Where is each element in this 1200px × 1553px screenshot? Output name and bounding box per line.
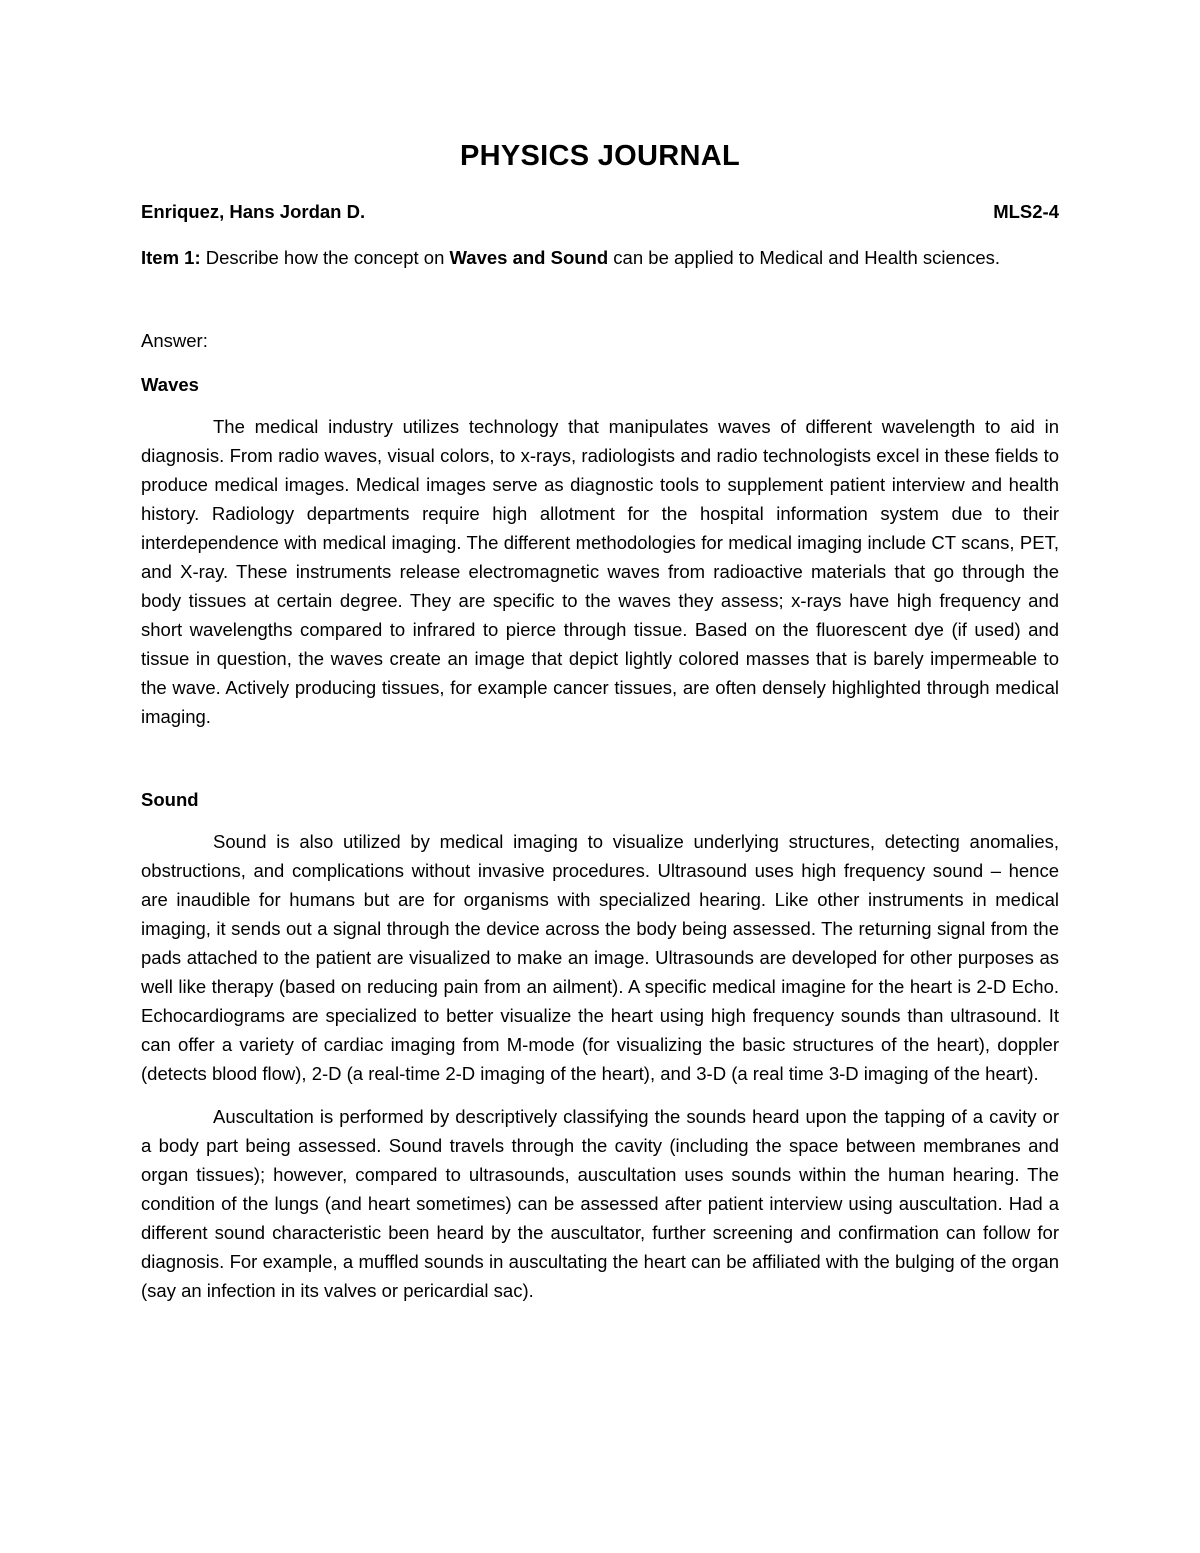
item-text-after: can be applied to Medical and Health sciences. [608,247,1000,268]
waves-section [141,374,1059,731]
document-page [141,140,1059,1305]
waves-heading: Waves [141,374,199,395]
sound-section [141,789,1059,1305]
item-emphasis: Waves and Sound [449,247,609,268]
section-code: MLS2-4 [993,201,1059,222]
item-text-before: Describe how the concept on [200,247,450,268]
author-name: Enriquez, Hans Jordan D. [141,201,366,222]
document-title: PHYSICS JOURNAL [459,140,741,172]
sound-paragraph-ultrasound: Sound is also utilized by medical imaging to visualize underlying structures, detecting anomalies, obstructions, and complications without invasive procedures. Ultrasound uses high frequency sound – hence are inaudible for humans but are for organisms with specialized hearing. Like other instruments in medical imaging, it sends out a signal through the device across the body being assessed. The returning signal from the pads attached to the patient are visualized to make an image. Ultrasounds are developed for other purposes as well like therapy (based on reducing pain from an ailment). A specific medical imagine for the heart is 2-D Echo. Echocardiograms are specialized to better visualize the heart using high frequency sounds than ultrasound. It can offer a variety of cardiac imaging from M-mode (for visualizing the basic structures of the heart), doppler (detects blood flow), 2-D (a real-time 2-D imaging of the heart), and 3-D (a real time 3-D imaging of the heart). [141,831,1059,1084]
answer-label: Answer: [141,330,208,351]
sound-paragraph-auscultation: Auscultation is performed by descriptively classifying the sounds heard upon the tapping of a cavity or a body part being assessed. Sound travels through the cavity (including the space between membranes and organ tissues); however, compared to ultrasounds, auscultation uses sounds within the human hearing. The condition of the lungs (and heart sometimes) can be assessed after patient interview using auscultation. Had a different sound characteristic been heard by the auscultator, further screening and confirmation can follow for diagnosis. For example, a muffled sounds in auscultating the heart can be affiliated with the bulging of the organ (say an infection in its valves or pericardial sac). [141,1106,1059,1301]
waves-paragraph: The medical industry utilizes technology that manipulates waves of different wavelength to aid in diagnosis. From radio waves, visual colors, to x-rays, radiologists and radio technologists excel in these fields to produce medical images. Medical images serve as diagnostic tools to supplement patient interview and health history. Radiology departments require high allotment for the hospital information system due to their interdependence with medical imaging. The different methodologies for medical imaging include CT scans, PET, and X-ray. These instruments release electromagnetic waves from radioactive materials that go through the body tissues at certain degree. They are specific to the waves they assess; x-rays have high frequency and short wavelengths compared to infrared to pierce through tissue. Based on the fluorescent dye (if used) and tissue in question, the waves create an image that depict lightly colored masses that is barely impermeable to the wave. Actively producing tissues, for example cancer tissues, are often densely highlighted through medical imaging. [141,416,1059,727]
item-prompt [141,245,1059,270]
item-label: Item 1: [141,247,201,268]
sound-heading: Sound [141,789,199,810]
author-row [141,201,1059,223]
